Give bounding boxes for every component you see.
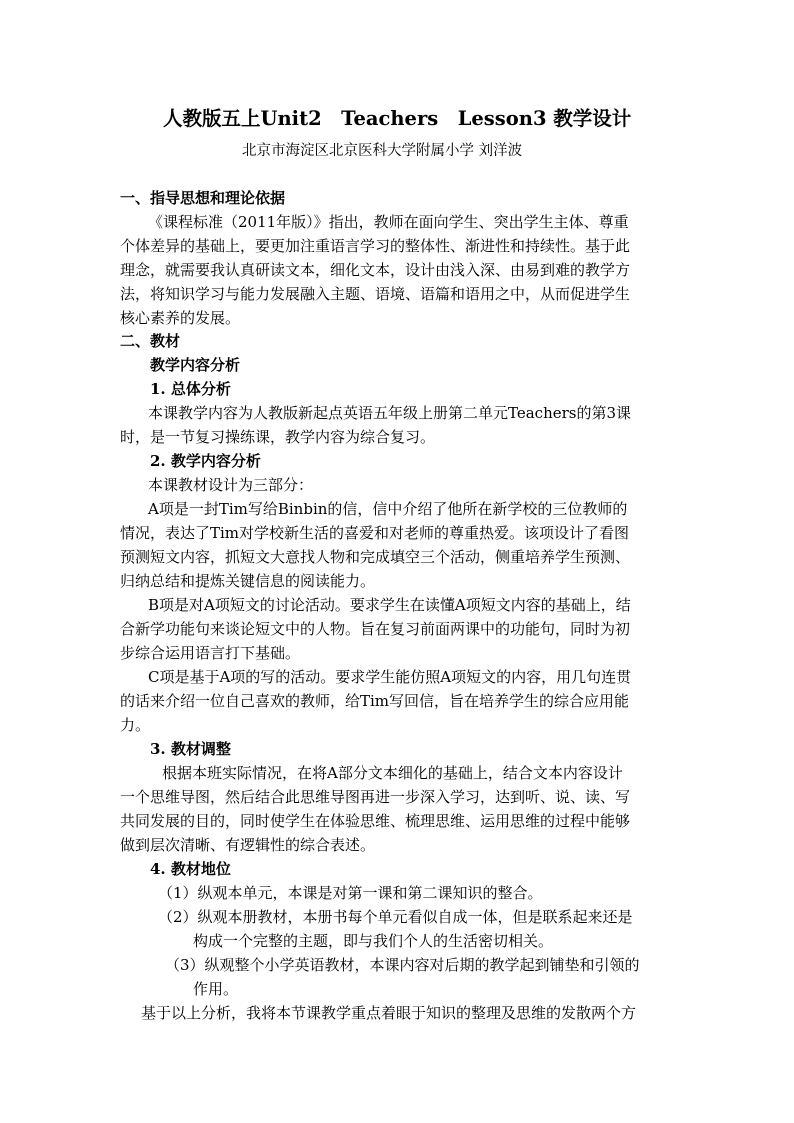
section-heading-materials: 二、教材	[120, 332, 181, 350]
section-heading-guiding-ideas: 一、指导思想和理论依据	[120, 189, 286, 207]
sub-heading-content-analysis: 教学内容分析	[150, 356, 241, 374]
page-title: 人教版五上Unit2 Teachers Lesson3 教学设计	[163, 107, 632, 130]
paragraph-line: 合新学功能句来谈论短文中的人物。旨在复习前面两课中的功能句，同时为初	[120, 620, 631, 638]
paragraph-line: 共同发展的目的，同时使学生在体验思维、梳理思维、运用思维的过程中能够	[120, 812, 631, 830]
list-item: 构成一个完整的主题，即与我们个人的生活密切相关。	[193, 932, 554, 950]
paragraph-line: 本课教学内容为人教版新起点英语五年级上册第二单元Teachers的第3课	[148, 404, 632, 422]
paragraph-line: 一个思维导图，然后结合此思维导图再进一步深入学习，达到听、说、读、写	[120, 788, 631, 806]
paragraph-line: 根据本班实际情况，在将A部分文本细化的基础上，结合文本内容设计	[162, 764, 623, 782]
heading-overall-analysis: 1. 总体分析	[150, 380, 231, 398]
paragraph-line: 预测短文内容，抓短文大意找人物和完成填空三个活动，侧重培养学生预测、	[120, 548, 631, 566]
paragraph-line: 情况，表达了Tim对学校新生活的喜爱和对老师的尊重热爱。该项设计了看图	[120, 524, 630, 542]
paragraph-line: 法，将知识学习与能力发展融入主题、语境、语篇和语用之中，从而促进学生	[120, 285, 631, 303]
paragraph-line: A项是一封Tim写给Binbin的信，信中介绍了他所在新学校的三位教师的	[148, 500, 628, 518]
paragraph-line: C项是基于A项的写的活动。要求学生能仿照A项短文的内容，用几句连贯	[148, 668, 632, 686]
heading-content-analysis: 2. 教学内容分析	[150, 452, 261, 470]
paragraph-line: 本课教材设计为三部分：	[148, 476, 314, 494]
paragraph-line: 的话来介绍一位自己喜欢的教师，给Tim写回信，旨在培养学生的综合应用能	[120, 692, 630, 710]
paragraph-line: 做到层次清晰、有逻辑性的综合表述。	[120, 836, 376, 854]
paragraph-line: 力。	[120, 716, 151, 734]
list-item: 作用。	[193, 980, 239, 998]
heading-material-status: 4. 教材地位	[150, 860, 231, 878]
paragraph-line: 基于以上分析，我将本节课教学重点着眼于知识的整理及思维的发散两个方	[141, 1004, 637, 1022]
list-item: （3）纵观整个小学英语教材，本课内容对后期的教学起到铺垫和引领的	[165, 956, 640, 974]
heading-material-adjustment: 3. 教材调整	[150, 740, 231, 758]
paragraph-line: 《课程标准（2011年版）》指出，教师在面向学生、突出学生主体、尊重	[148, 213, 629, 231]
author-line: 北京市海淀区北京医科大学附属小学 刘洋波	[242, 143, 523, 159]
paragraph-line: 理念，就需要我认真研读文本，细化文本，设计由浅入深、由易到难的教学方	[120, 261, 631, 279]
paragraph-line: B项是对A项短文的讨论活动。要求学生在读懂A项短文内容的基础上，结	[148, 596, 631, 614]
paragraph-line: 步综合运用语言打下基础。	[120, 644, 301, 662]
paragraph-line: 个体差异的基础上，要更加注重语言学习的整体性、渐进性和持续性。基于此	[120, 237, 631, 255]
paragraph-line: 时，是一节复习操练课，教学内容为综合复习。	[120, 428, 436, 446]
list-item: （2）纵观本册教材，本册书每个单元看似自成一体，但是联系起来还是	[158, 908, 633, 926]
list-item: （1）纵观本单元，本课是对第一课和第二课知识的整合。	[158, 884, 543, 902]
paragraph-line: 归纳总结和提炼关键信息的阅读能力。	[120, 572, 376, 590]
paragraph-line: 核心素养的发展。	[120, 309, 241, 327]
